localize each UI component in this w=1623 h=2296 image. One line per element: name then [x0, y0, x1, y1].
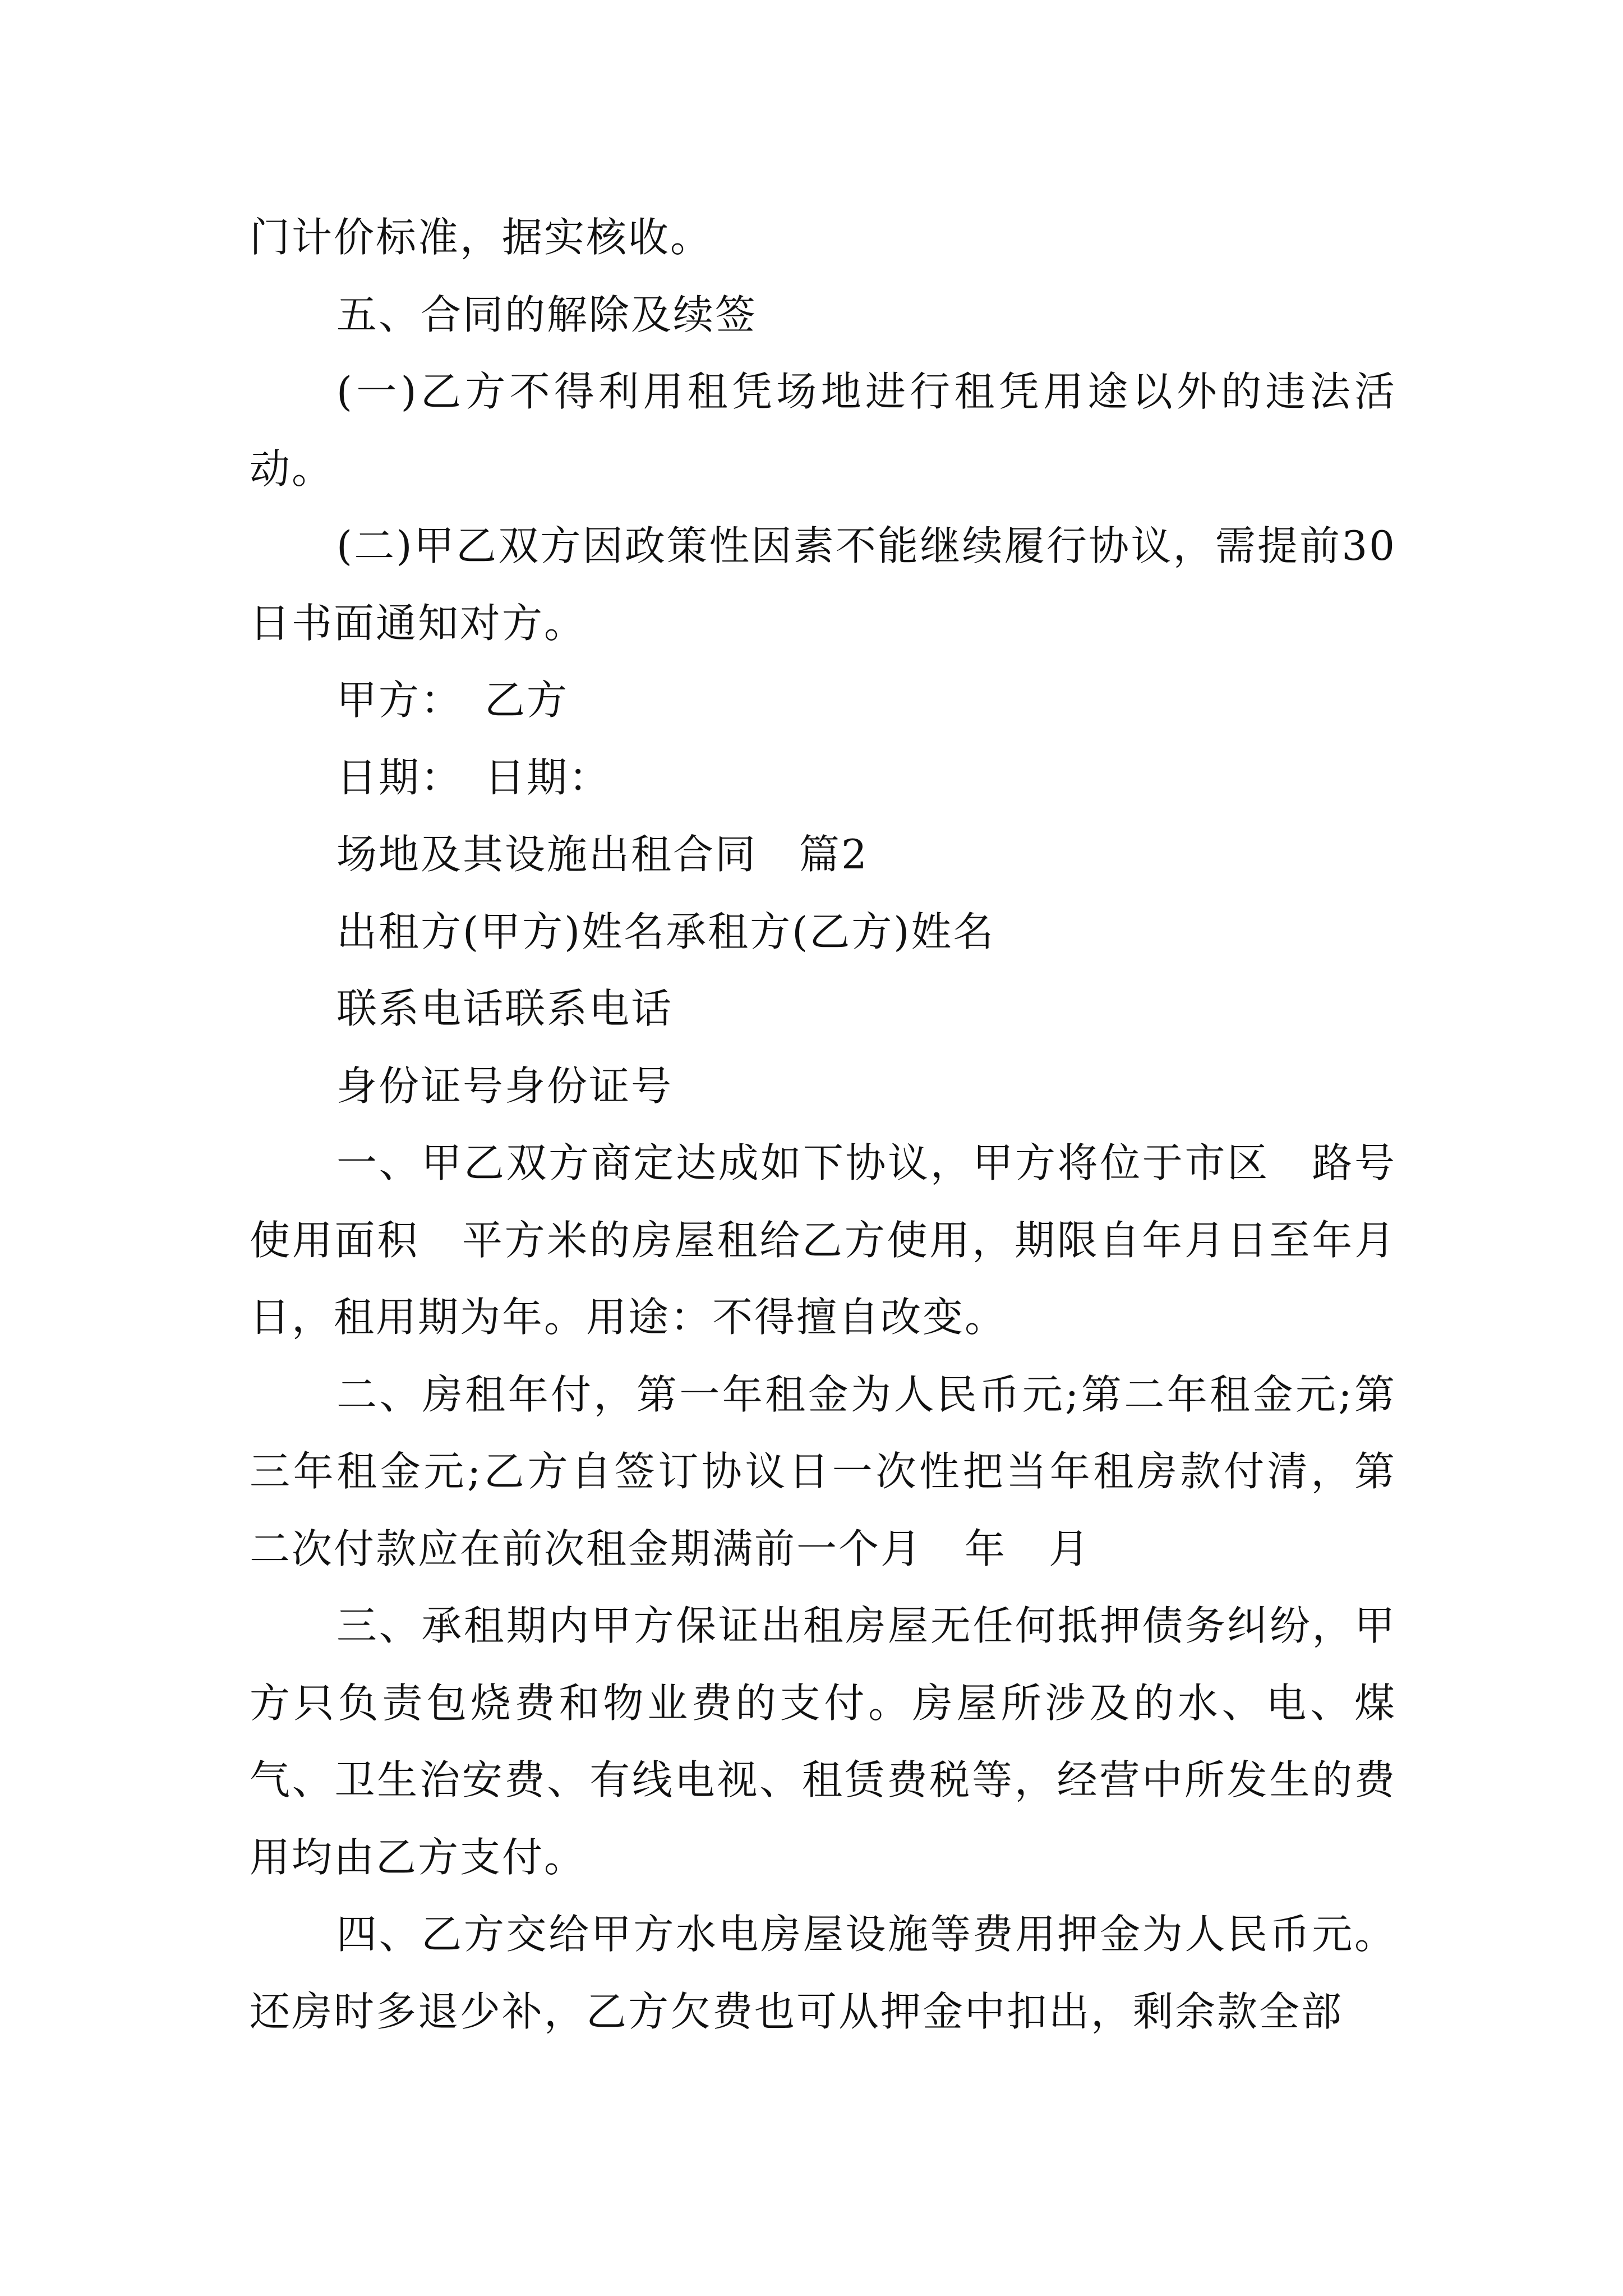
- party-signature-line: 甲方： 乙方: [336, 677, 569, 724]
- document-body: [250, 199, 1396, 2050]
- article-4: 四、乙方交给甲方水电房屋设施等费用押金为人民币元。还房时多退少补，乙方欠费也可从押金中扣出，剩余款全部: [250, 1911, 1396, 2035]
- paragraph-1: 门计价标准，据实核收。: [250, 214, 713, 261]
- paragraph-clause-1: (一)乙方不得利用租凭场地进行租凭用途以外的违法活动。: [250, 368, 1396, 493]
- section-heading-5: 五、合同的解除及续签: [336, 291, 758, 338]
- party-names-line: 出租方(甲方)姓名承租方(乙方)姓名: [336, 908, 995, 955]
- paragraph-clause-2: (二)甲乙双方因政策性因素不能继续履行协议，需提前30日书面通知对方。: [250, 522, 1396, 647]
- article-3: 三、承租期内甲方保证出租房屋无任何抵押债务纠纷，甲方只负责包烧费和物业费的支付。房屋所涉及的水、电、煤气、卫生治安费、有线电视、租赁费税等，经营中所发生的费用均由乙方支付。: [250, 1602, 1396, 1881]
- id-number-line: 身份证号身份证号: [336, 1062, 674, 1110]
- article-2: 二、房租年付，第一年租金为人民币元;第二年租金元;第三年租金元;乙方自签订协议日一次性把当年租房款付清，第二次付款应在前次租金期满前一个月 年 月: [250, 1370, 1396, 1572]
- contract-title-2: 场地及其设施出租合同 篇2: [336, 831, 869, 878]
- phone-line: 联系电话联系电话: [336, 985, 674, 1032]
- article-1: 一、甲乙双方商定达成如下协议，甲方将位于市区 路号使用面积 平方米的房屋租给乙方使用，期限自年月日至年月日，租用期为年。用途：不得擅自改变。: [250, 1139, 1396, 1341]
- date-line: 日期： 日期：: [336, 753, 611, 801]
